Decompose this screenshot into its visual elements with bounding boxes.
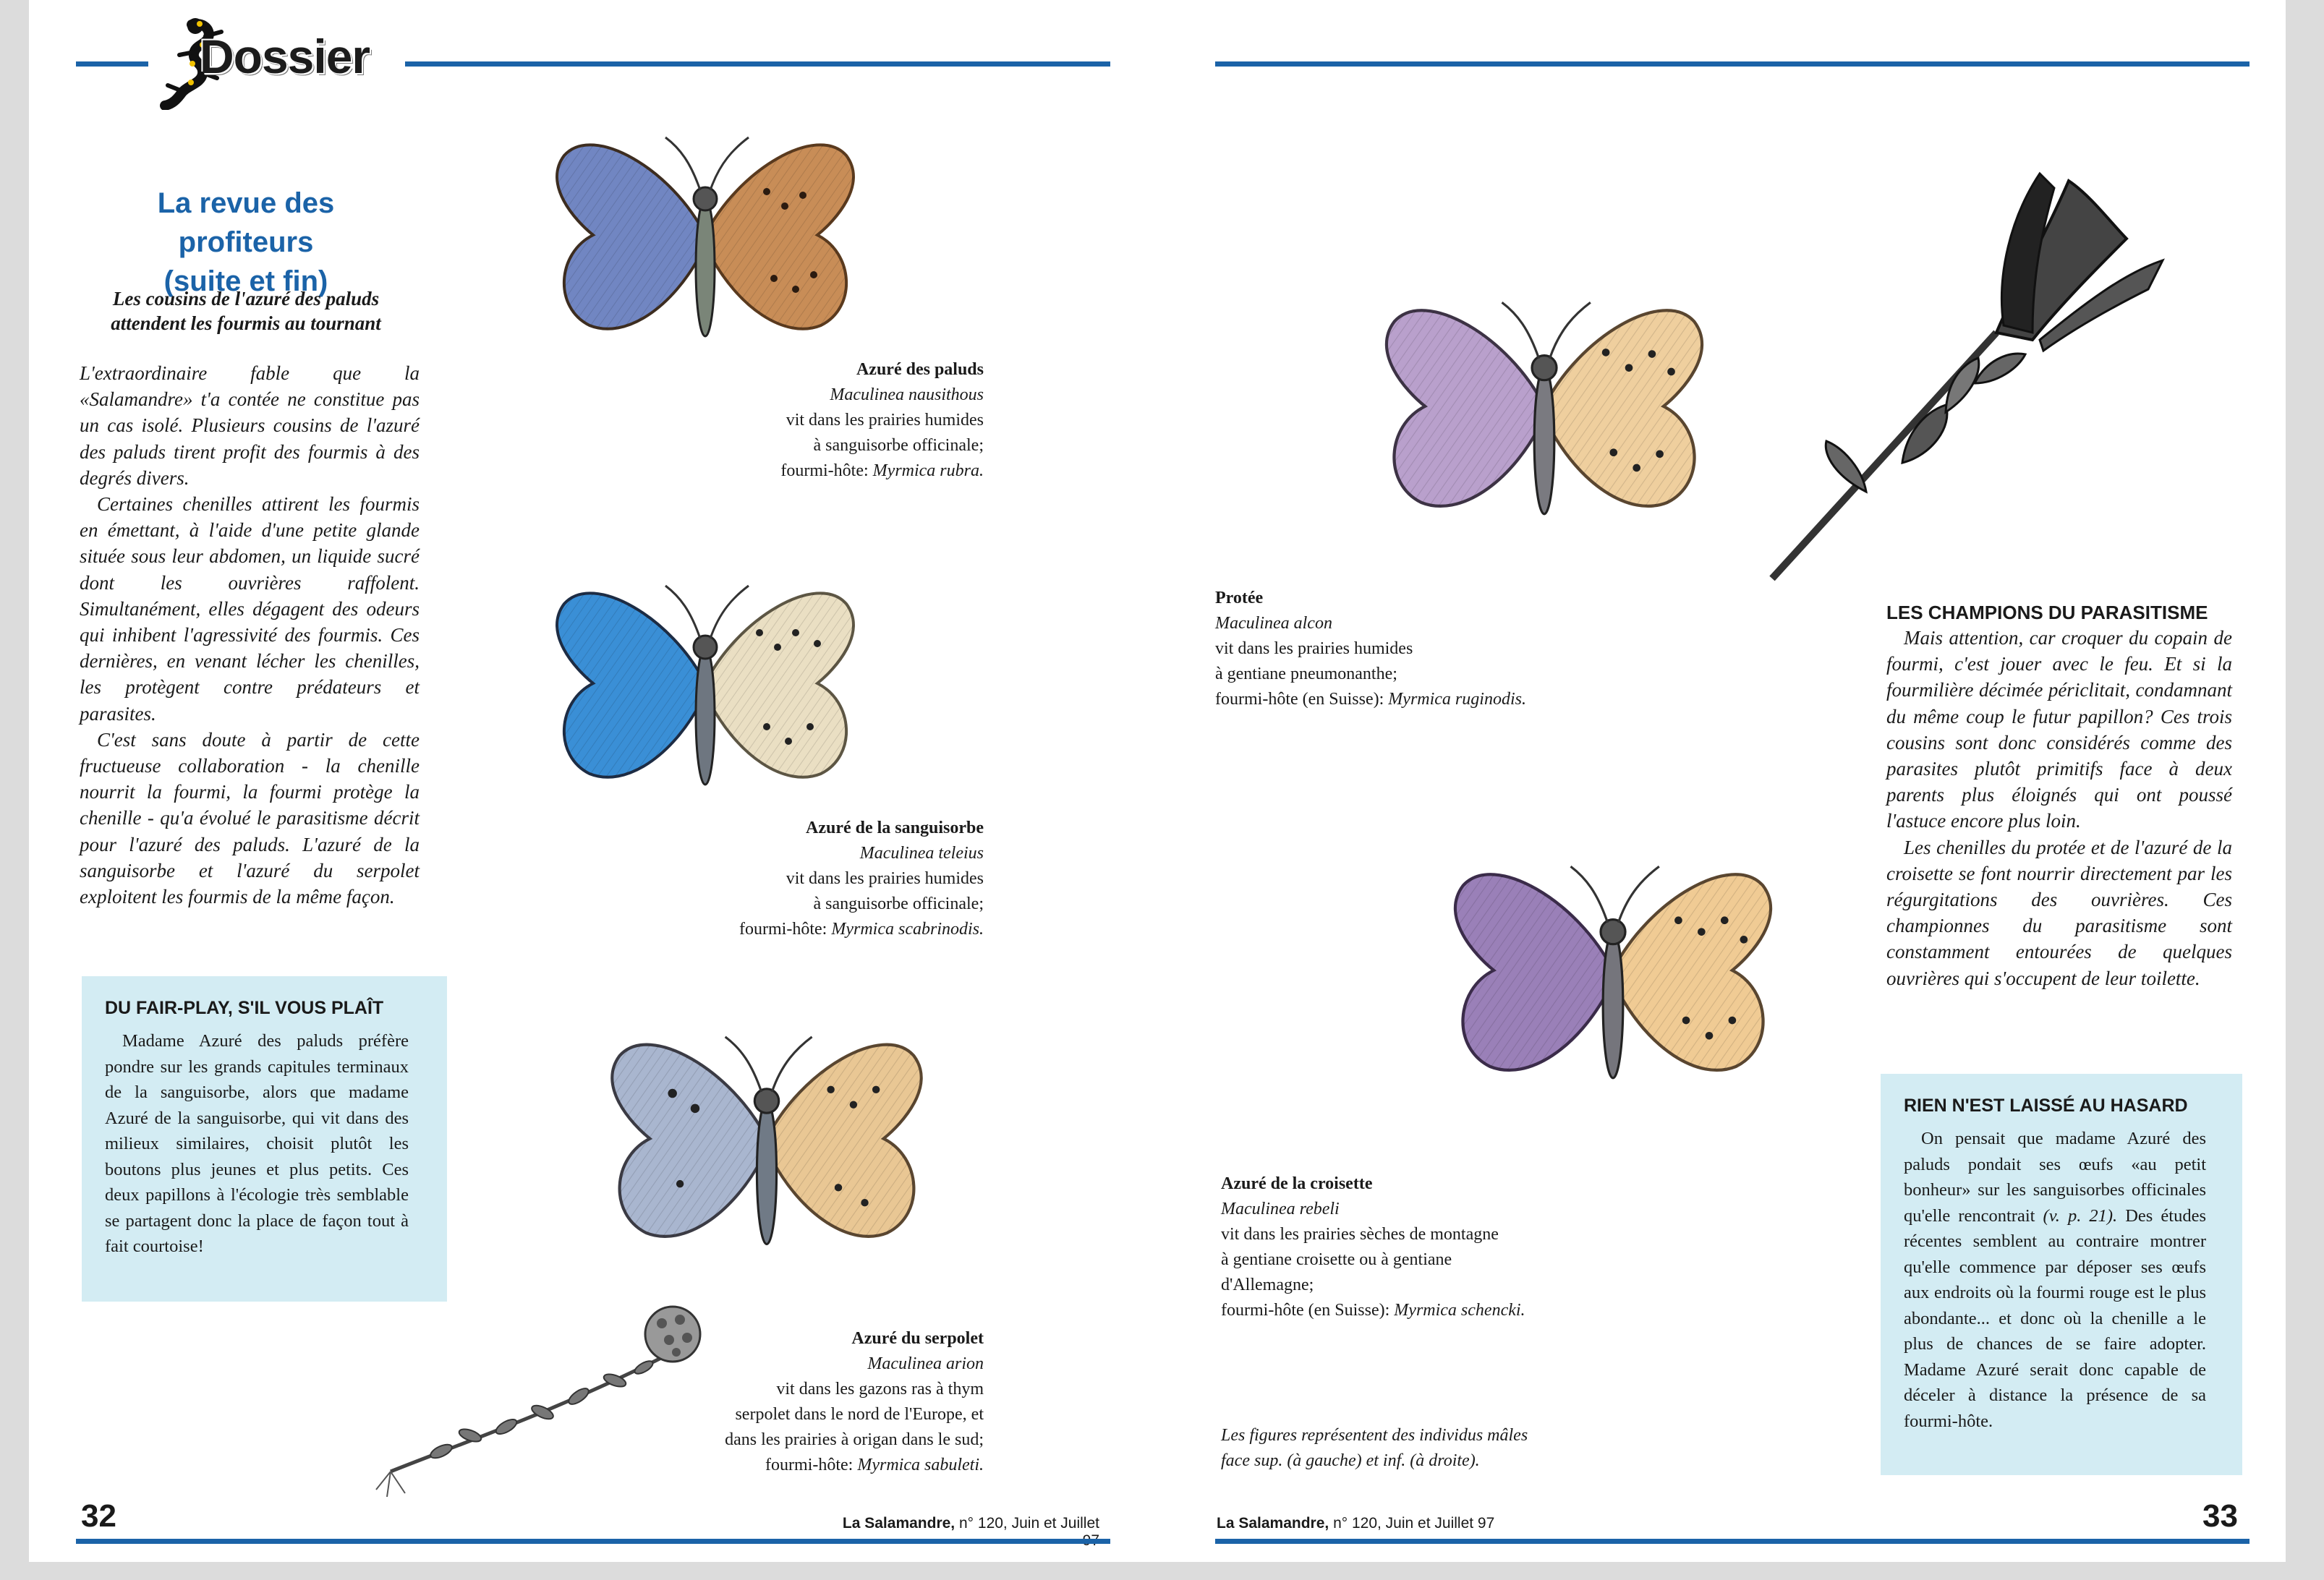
page-reference: (v. p. 21).: [2043, 1205, 2118, 1226]
hasard-text-part: Des études récentes semblent au contraire montrer qu'elle commence par déposer ses œufs aux endroits où la fourmi rouge est le plus abondante... et donc où la chenille a le plus de chances de se faire adopter. Madame Azuré serait donc capable de déceler à distance la présence de sa fourmi-hôte.: [1904, 1205, 2206, 1431]
caption-host-label: fourmi-hôte:: [780, 461, 873, 480]
caption-habitat: vit dans les prairies humides: [786, 869, 984, 888]
header-rule-right: [405, 61, 1110, 67]
subtitle-line-1: Les cousins de l'azuré des paluds: [112, 288, 380, 309]
caption-habitat: à sanguisorbe officinale;: [813, 436, 984, 455]
caption-species: Maculinea alcon: [1215, 614, 1332, 633]
figures-note-line: face sup. (à gauche) et inf. (à droite).: [1221, 1451, 1480, 1470]
caption-name: Azuré de la sanguisorbe: [806, 819, 984, 837]
footer-rule-left: [76, 1539, 1110, 1544]
caption-species: Maculinea nausithous: [830, 385, 984, 404]
page-right: [1157, 0, 2286, 1562]
caption-paluds: [665, 357, 984, 484]
page-number-right: 33: [2202, 1498, 2238, 1534]
caption-host-label: fourmi-hôte (en Suisse):: [1221, 1301, 1395, 1320]
caption-habitat: à gentiane croisette ou à gentiane: [1221, 1250, 1452, 1269]
fairplay-text: Madame Azuré des paluds préfère pondre sur les grands capitules terminaux de la sanguisorbe, alors que madame Azuré de la sanguisorbe, qui vit dans des milieux similaires, choisit plutôt les boutons plus jeunes et plus petits. Ces deux papillons à l'écologie très semblable se partagent donc la place de façon tout à fait courtoise!: [105, 1031, 409, 1256]
caption-host: Myrmica scabrinodis.: [831, 920, 984, 939]
page-number-left: 32: [81, 1498, 116, 1534]
fairplay-box: [82, 976, 447, 1302]
butterfly-serpolet-illustration: [589, 1023, 944, 1269]
caption-sanguisorbe: [665, 816, 984, 942]
footer-magazine-left: [825, 1515, 1099, 1550]
page-left: [29, 0, 1157, 1562]
hasard-box: [1881, 1074, 2242, 1475]
caption-host: Myrmica schencki.: [1394, 1301, 1525, 1320]
champions-body: [1886, 625, 2232, 991]
caption-habitat: à sanguisorbe officinale;: [813, 894, 984, 913]
caption-host: Myrmica sabuleti.: [857, 1456, 984, 1474]
figures-note: [1221, 1423, 1626, 1474]
magazine-name: La Salamandre,: [1217, 1515, 1329, 1532]
caption-habitat: vit dans les prairies sèches de montagne: [1221, 1225, 1499, 1244]
gentian-flower-illustration: [1758, 166, 2177, 600]
caption-habitat: à gentiane pneumonanthe;: [1215, 665, 1397, 683]
butterfly-croisette-illustration: [1432, 853, 1794, 1103]
caption-name: Azuré des paluds: [856, 360, 984, 379]
title-line-1: La revue des profiteurs: [157, 187, 335, 258]
caption-species: Maculinea rebeli: [1221, 1200, 1340, 1218]
caption-habitat: serpolet dans le nord de l'Europe, et: [735, 1405, 984, 1424]
caption-species: Maculinea arion: [867, 1354, 984, 1373]
butterfly-paluds-illustration: [535, 127, 875, 358]
caption-habitat: vit dans les prairies humides: [1215, 639, 1413, 658]
caption-habitat: d'Allemagne;: [1221, 1276, 1314, 1294]
section-label: Dossier: [200, 30, 370, 83]
body-paragraph: Mais attention, car croquer du copain de fourmi, c'est jouer avec le feu. Et si la fourmilière décimée périclitait, condamnant du même coup le futur papillon? Ces trois cousins sont donc considérés comme des parasites plutôt primitifs face à deux parents plus éloignés qui ont poussé l'astuce encore plus loin.: [1886, 627, 2232, 832]
header-rule-left: [76, 61, 148, 67]
caption-name: Protée: [1215, 589, 1264, 607]
header-rule-right-page: [1215, 61, 2249, 67]
article-subtitle: [80, 286, 412, 336]
body-paragraph: L'extraordinaire fable que la «Salamandre» t'a contée ne constitue pas un cas isolé. Plusieurs cousins de l'azuré des paluds tirent profit des fourmis à des degrés divers.: [80, 362, 420, 489]
caption-name: Azuré du serpolet: [851, 1329, 984, 1348]
hasard-title: RIEN N'EST LAISSÉ AU HASARD: [1904, 1096, 2188, 1116]
body-paragraph: Les chenilles du protée et de l'azuré de la croisette se font nourrir directement par les régurgitations des ouvrières. Ces championnes du parasitisme sont constamment entourées de quelques ouvrières qui s'occupent de leur toilette.: [1886, 836, 2232, 989]
magazine-name: La Salamandre,: [842, 1515, 955, 1532]
body-paragraph: Certaines chenilles attirent les fourmis en émettant, à l'aide d'une petite glande située sous leur abdomen, un liquide sucré dont les ouvrières raffolent. Simultanément, elles dégagent des odeurs qui inhibent l'agressivité des fourmis. Ces dernières, en venant lécher les chenilles, les protègent contre prédateurs et parasites.: [80, 493, 420, 725]
caption-habitat: vit dans les prairies humides: [786, 411, 984, 430]
magazine-issue: n° 120, Juin et Juillet: [958, 1515, 1099, 1532]
caption-host-label: fourmi-hôte (en Suisse):: [1215, 690, 1389, 709]
dossier-logo: [152, 16, 401, 110]
footer-magazine-right: [1217, 1515, 1494, 1532]
caption-host: Myrmica rubra.: [872, 461, 984, 480]
title-line-2: (suite et fin): [163, 265, 328, 297]
champions-title: LES CHAMPIONS DU PARASITISME: [1886, 602, 2208, 623]
caption-species: Maculinea teleius: [859, 844, 984, 863]
caption-habitat: dans les prairies à origan dans le sud;: [725, 1430, 984, 1449]
footer-rule-right: [1215, 1539, 2249, 1544]
fairplay-title: DU FAIR-PLAY, S'IL VOUS PLAÎT: [105, 998, 384, 1018]
article-body: [80, 360, 420, 910]
butterfly-protee-illustration: [1363, 289, 1725, 539]
caption-host-label: fourmi-hôte:: [765, 1456, 858, 1474]
caption-protee: [1215, 586, 1620, 712]
caption-host: Myrmica ruginodis.: [1388, 690, 1526, 709]
caption-habitat: vit dans les gazons ras à thym: [776, 1380, 984, 1398]
article-title: [94, 184, 398, 301]
figures-note-line: Les figures représentent des individus mâles: [1221, 1426, 1528, 1445]
magazine-issue: n° 120, Juin et Juillet 97: [1329, 1515, 1495, 1532]
caption-croisette: [1221, 1171, 1626, 1323]
hasard-text-part: On pensait que madame Azuré des paluds pondait ses œufs «au petit bonheur» sur les sanguisorbes officinales qu'elle rencontrait: [1904, 1129, 2206, 1226]
butterfly-sanguisorbe-illustration: [535, 575, 875, 806]
caption-name: Azuré de la croisette: [1221, 1174, 1373, 1193]
caption-host-label: fourmi-hôte:: [739, 920, 832, 939]
hasard-text: [1904, 1126, 2206, 1434]
caption-serpolet: [680, 1326, 984, 1478]
body-paragraph: C'est sans doute à partir de cette fructueuse collaboration - la chenille nourrit la fourmi, la fourmi protège la chenille - qu'a évolué le parasitisme décrit pour l'azuré des paluds. L'azuré de la sanguisorbe et l'azuré du serpolet exploitent les fourmis de la même façon.: [80, 728, 420, 908]
subtitle-line-2: attendent les fourmis au tournant: [111, 312, 381, 334]
